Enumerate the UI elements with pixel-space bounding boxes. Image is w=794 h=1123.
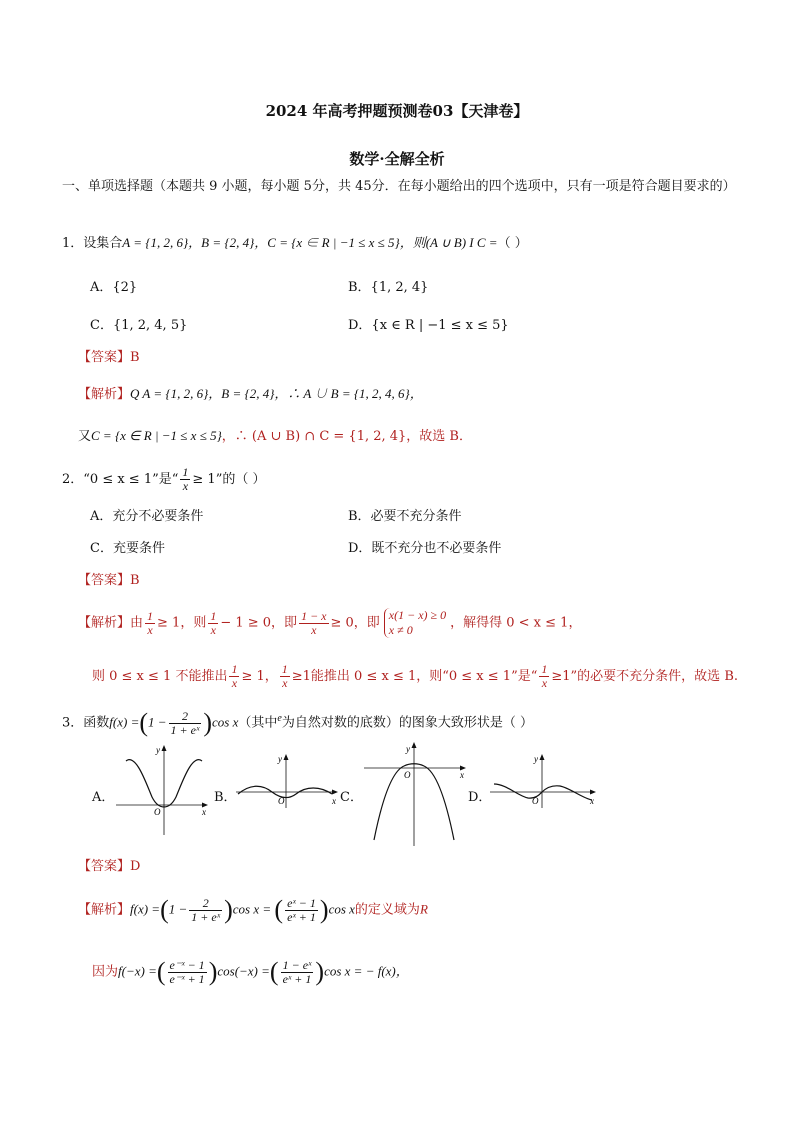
q2-answer: 【答案】B	[78, 573, 140, 588]
origin-label: O	[532, 796, 539, 806]
q2-option-d: D．既不充分也不必要条件	[348, 541, 502, 556]
axis-x-label: x	[202, 807, 206, 817]
q3-option-a-graph	[112, 743, 210, 838]
q3-option-d-graph	[488, 752, 600, 810]
axis-y-label: y	[156, 745, 160, 755]
page-title: 2024 年高考押题预测卷03【天津卷】	[265, 102, 529, 120]
axis-x-label: x	[332, 796, 336, 806]
q3-option-c-label: C．	[340, 790, 363, 805]
q1-option-a: A．{2}	[90, 280, 138, 295]
q2-option-c: C．充要条件	[90, 541, 165, 556]
axis-y-label: y	[534, 754, 538, 764]
q2-case-brace: x(1 − x) ≥ 0 x ≠ 0	[384, 608, 446, 638]
q1-option-c: C．{1, 2, 4, 5}	[90, 318, 188, 333]
q3-option-c-graph	[360, 740, 472, 848]
q3-option-d-label: D．	[468, 790, 492, 805]
q2-option-a: A．充分不必要条件	[90, 509, 204, 524]
origin-label: O	[154, 807, 161, 817]
section-header: 一、单项选择题（本题共 9 小题，每小题 5分，共 45分．在每小题给出的四个选项中，只有一项是符合题目要求的）	[62, 179, 736, 194]
axis-x-label: x	[590, 796, 594, 806]
q1-option-d: D．{x ∈ R | −1 ≤ x ≤ 5}	[348, 318, 509, 333]
q2-stem: 2．“0 ≤ x ≤ 1”是“ $\frac{1}{x}$ ≥ 1”的（ ）	[62, 465, 266, 493]
q2-option-b: B．必要不充分条件	[348, 509, 462, 524]
q3-option-a-label: A．	[92, 790, 115, 805]
q1-option-b: B．{1, 2, 4}	[348, 280, 429, 295]
q3-answer: 【答案】D	[78, 859, 141, 874]
q2-analysis-line1: 【解析】由 $\frac{1}{x}$ ≥ 1，则 $\frac{1}{x}$ − 1 ≥ 0，即 $\frac{1 - x}{x}$ ≥ 0，即 x(1 − x) ≥ 0 x ≠ 0 ，解得得 0 < x ≤ 1，	[78, 608, 582, 637]
q1-analysis-line1: 【解析】Q A = {1, 2, 6}，B = {2, 4}，∴ A ∪ B = {1, 2, 4, 6}，	[78, 386, 423, 402]
q3-stem: 3．函数f(x) =(1 − $\frac{2}{\text{1 + eˣ}}$ )cos x（其中$^e$为自然对数的底数）的图象大致形状是（ ）	[62, 708, 533, 737]
q3-analysis-line2: 因为f(−x) =( $\frac{\text{e⁻ˣ − 1}}{\text{e⁻ˣ + 1}}$ )cos(−x) =( $\frac{\text{1 − eˣ}}{\text{eˣ + 1}}$ )cos x = − f(x)，	[92, 957, 409, 986]
q3-option-b-label: B．	[214, 790, 237, 805]
axis-x-label: x	[460, 770, 464, 780]
q1-analysis-line2: 又C = {x ∈ R | −1 ≤ x ≤ 5}，∴ (A ∪ B) ∩ C = {1, 2, 4}，故选 B．	[78, 428, 472, 444]
page-subtitle: 数学·全解全析	[349, 150, 445, 168]
origin-label: O	[404, 770, 411, 780]
axis-y-label: y	[406, 744, 410, 754]
q3-analysis-line1: 【解析】f(x) =(1 − $\frac{2}{\text{1 + eˣ}}$ )cos x = ( $\frac{\text{eˣ − 1}}{\text{eˣ + 1}}$ )cos x的定义域为R	[78, 895, 428, 924]
axis-y-label: y	[278, 754, 282, 764]
q1-stem: 1．设集合A = {1, 2, 6}，B = {2, 4}，C = {x ∈ R | −1 ≤ x ≤ 5}，则(A ∪ B) I C =（ ）	[62, 235, 528, 251]
q3-option-b-graph	[234, 752, 342, 810]
q1-answer: 【答案】B	[78, 350, 140, 365]
q2-analysis-line2: 则 0 ≤ x ≤ 1 不能推出 $\frac{1}{x}$ ≥ 1， $\frac{1}{x}$ ≥1能推出 0 ≤ x ≤ 1，则“0 ≤ x ≤ 1”是“ $\frac{1}{x}$ ≥1”的必要不充分条件，故选 B.	[92, 662, 739, 690]
origin-label: O	[278, 796, 285, 806]
